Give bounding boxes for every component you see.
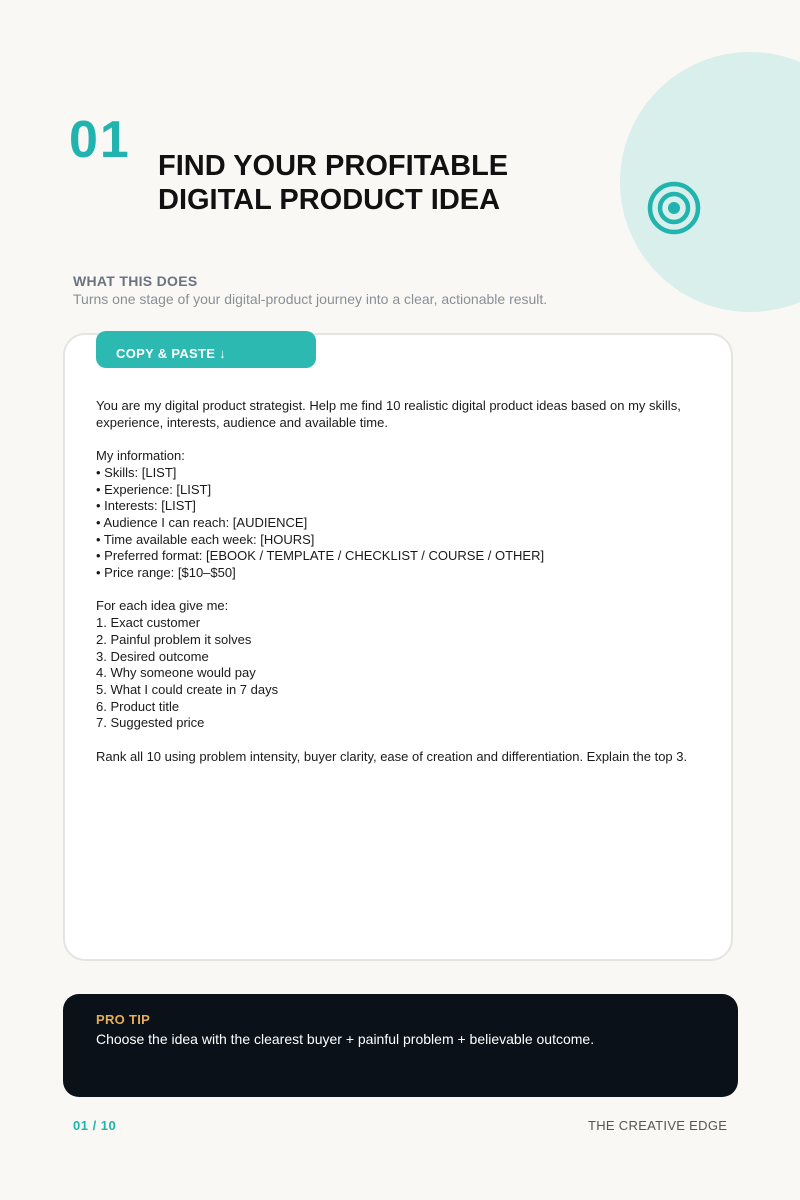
pro-tip-label: PRO TIP <box>96 1012 151 1027</box>
list-item: 1. Exact customer <box>96 615 201 631</box>
info-list <box>96 465 696 582</box>
list-item: 3. Desired outcome <box>96 648 209 664</box>
target-icon <box>646 180 702 236</box>
info-heading: My information: <box>96 448 185 464</box>
pro-tip-box <box>63 994 738 1097</box>
prompt-intro: You are my digital product strategist. Help me find 10 realistic digital product ideas based on my skills, experience, interests, audience and available time. <box>96 398 681 430</box>
list-item: • Price range: [$10–$50] <box>96 565 236 581</box>
list-item: 4. Why someone would pay <box>96 665 256 681</box>
idea-heading: For each idea give me: <box>96 598 229 614</box>
list-item: 7. Suggested price <box>96 715 205 731</box>
idea-list <box>96 615 696 732</box>
page-title: FIND YOUR PROFITABLE DIGITAL PRODUCT IDEA <box>158 150 509 216</box>
section-label: WHAT THIS DOES <box>73 273 198 289</box>
copy-paste-button[interactable]: COPY & PASTE ↓ <box>96 331 316 368</box>
list-item: • Experience: [LIST] <box>96 481 212 497</box>
brand-name: THE CREATIVE EDGE <box>588 1118 728 1133</box>
pro-tip-text: Choose the idea with the clearest buyer + painful problem + believable outcome. <box>96 1031 595 1047</box>
list-item: 2. Painful problem it solves <box>96 631 252 647</box>
list-item: • Skills: [LIST] <box>96 464 177 480</box>
prompt-text[interactable] <box>96 398 696 765</box>
page-indicator: 01 / 10 <box>73 1118 117 1133</box>
list-item: • Time available each week: [HOURS] <box>96 531 315 547</box>
list-item: • Interests: [LIST] <box>96 498 196 514</box>
list-item: 5. What I could create in 7 days <box>96 681 279 697</box>
prompt-closing: Rank all 10 using problem intensity, buyer clarity, ease of creation and differentiation. Explain the top 3. <box>96 748 688 764</box>
step-number: 01 <box>69 111 131 169</box>
section-description: Turns one stage of your digital-product journey into a clear, actionable result. <box>73 291 548 307</box>
list-item: 6. Product title <box>96 698 180 714</box>
list-item: • Preferred format: [EBOOK / TEMPLATE / CHECKLIST / COURSE / OTHER] <box>96 548 545 564</box>
list-item: • Audience I can reach: [AUDIENCE] <box>96 514 308 530</box>
